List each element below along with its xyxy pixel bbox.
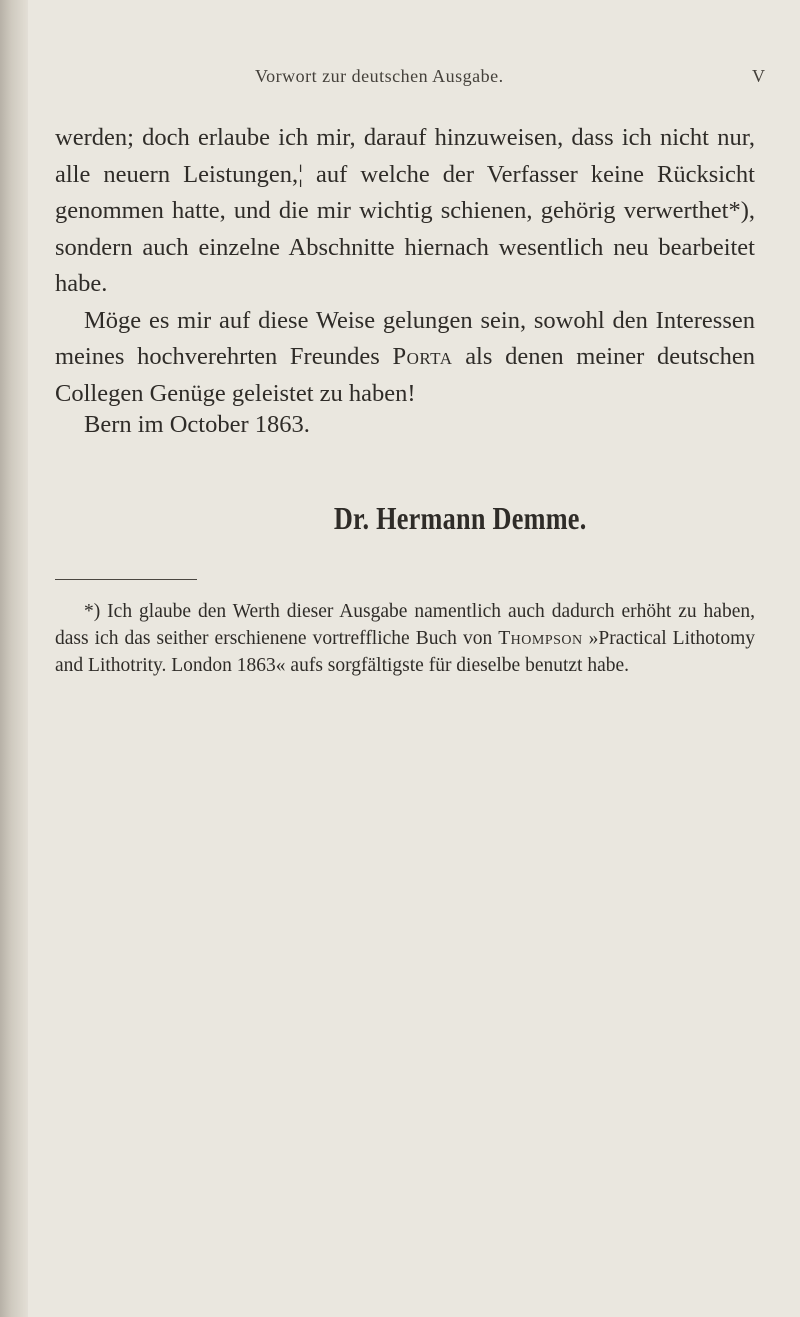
footnote	[55, 598, 755, 679]
place-date: Bern im October 1863.	[84, 411, 310, 438]
paragraph-2-end: als denen meiner deutschen Collegen Genüge geleistet zu haben!	[55, 343, 755, 407]
page-edge-shadow	[0, 0, 28, 1317]
paragraph-1: werden; doch erlaube ich mir, darauf hinzuweisen, dass ich nicht nur, alle neuern Leistungen,¦ auf welche der Verfasser keine Rücksicht genommen hatte, und die mir wichtig schienen, gehörig verwerthet*), sondern auch einzelne Abschnitte hiernach wesentlich neu bearbeitet habe.	[55, 124, 755, 297]
running-title: Vorwort zur deutschen Ausgabe.	[255, 66, 504, 86]
paragraph-2-start: Möge es mir auf diese Weise gelungen sein, sowohl den Interessen meines hochverehrten Freundes	[55, 306, 755, 370]
signature-text: Dr. Hermann Demme.	[333, 500, 587, 536]
body-text	[55, 120, 755, 412]
page-number: V	[752, 66, 765, 86]
footnote-text	[55, 598, 755, 679]
page-header	[0, 66, 800, 96]
footnote-divider	[55, 579, 197, 580]
footnote-end: »Practical Lithotomy and Lithotrity. London 1863« aufs sorgfältigste für dieselbe benutzt habe.	[55, 628, 756, 676]
name-porta: Porta	[392, 343, 453, 370]
paragraph-2	[55, 303, 755, 413]
name-thompson: Thompson	[498, 628, 583, 649]
signature	[85, 500, 741, 537]
footnote-start: *) Ich glaube den Werth dieser Ausgabe namentlich auch dadurch erhöht zu haben, dass ich das seither erschienene vortreffliche Buch von	[55, 601, 755, 649]
